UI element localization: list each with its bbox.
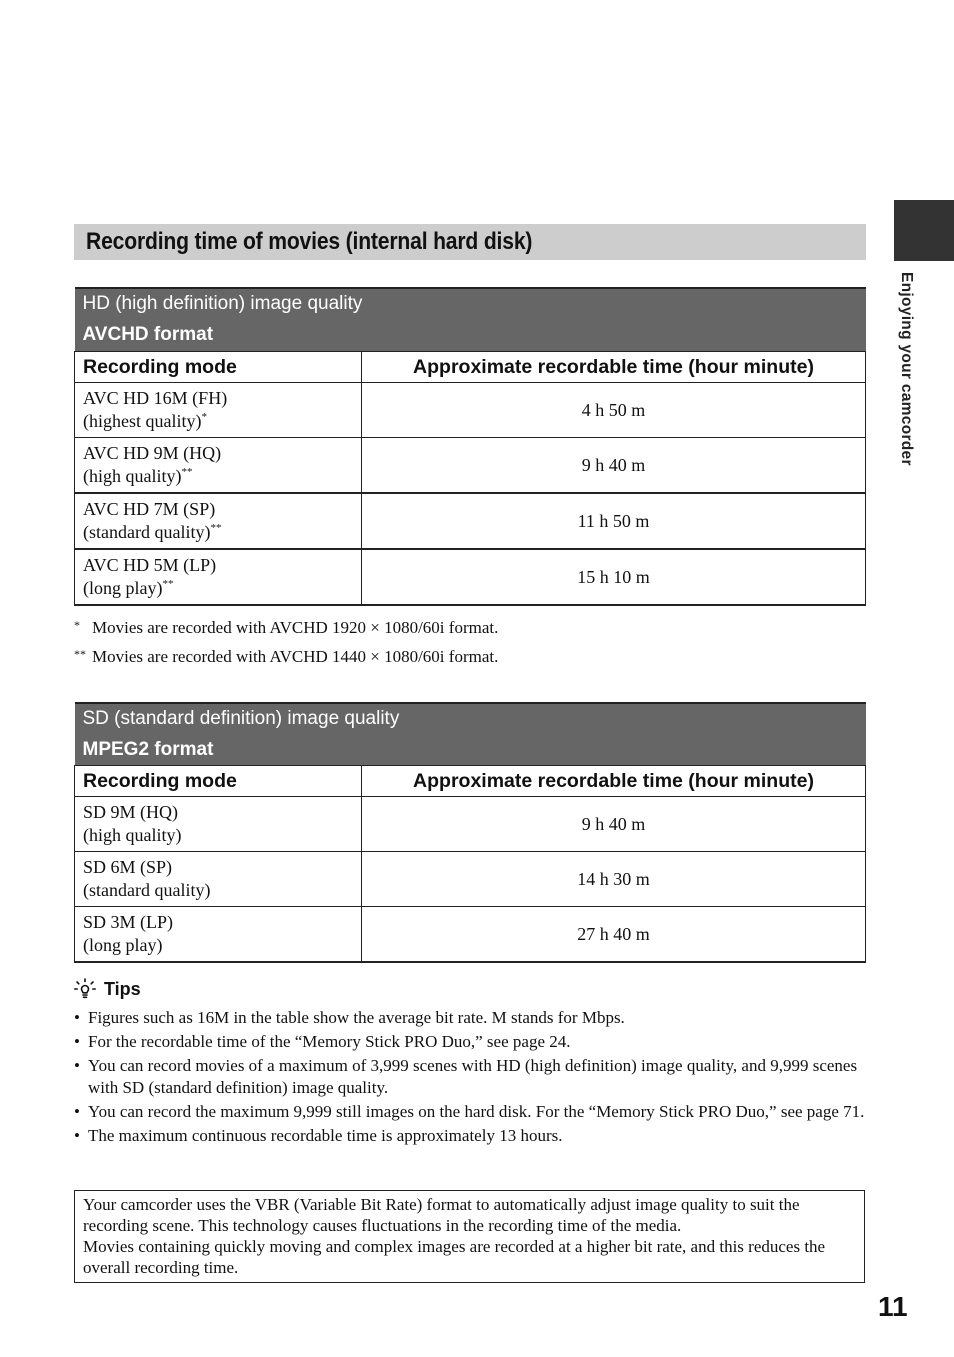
list-item: • You can record the maximum 9,999 still images on the hard disk. For the “Memory Stick PRO Duo,” see page 71.	[74, 1101, 866, 1123]
mode-name: AVC HD 9M (HQ)	[83, 443, 222, 463]
mode-name: SD 3M (LP)	[83, 912, 174, 932]
mode-name: SD 6M (SP)	[83, 857, 173, 877]
sd-table-format: MPEG2 format	[75, 734, 866, 766]
section-title: Recording time of movies (internal hard disk)	[74, 224, 866, 260]
side-tab-marker	[894, 200, 954, 261]
hd-table-heading: HD (high definition) image quality	[75, 288, 866, 319]
footnote: ** Movies are recorded with AVCHD 1440 × 1080/60i format.	[74, 647, 499, 666]
col-header-time: Approximate recordable time (hour minute)	[362, 766, 866, 797]
tips-heading	[74, 978, 141, 1000]
footnote-mark: **	[210, 522, 222, 534]
mode-name: AVC HD 5M (LP)	[83, 555, 217, 575]
vbr-note-box	[74, 1190, 865, 1283]
recordable-time: 27 h 40 m	[362, 907, 866, 963]
tips-title: Tips	[104, 978, 141, 999]
mode-desc: (standard quality)	[83, 522, 211, 542]
hd-recording-time-table	[74, 287, 866, 606]
recordable-time: 9 h 40 m	[362, 438, 866, 494]
mode-name: SD 9M (HQ)	[83, 802, 179, 822]
mode-desc: (long play)	[83, 578, 163, 598]
sd-recording-time-table	[74, 702, 866, 963]
recordable-time: 11 h 50 m	[362, 493, 866, 549]
table-row	[75, 493, 866, 549]
footnote: * Movies are recorded with AVCHD 1920 × 1080/60i format.	[74, 618, 499, 637]
footnote-mark: **	[181, 466, 193, 478]
table-row	[75, 797, 866, 852]
recordable-time: 9 h 40 m	[362, 797, 866, 852]
lightbulb-icon	[74, 978, 96, 1000]
hd-table-format: AVCHD format	[75, 319, 866, 352]
table-row	[75, 438, 866, 494]
col-header-mode: Recording mode	[75, 766, 362, 797]
note-paragraph: Movies containing quickly moving and complex images are recorded at a higher bit rate, and this reduces the overall recording time.	[83, 1237, 826, 1277]
recordable-time: 15 h 10 m	[362, 549, 866, 605]
col-header-mode: Recording mode	[75, 352, 362, 383]
mode-desc: (standard quality)	[83, 880, 211, 900]
sd-table-heading: SD (standard definition) image quality	[75, 703, 866, 734]
note-paragraph: Your camcorder uses the VBR (Variable Bit Rate) format to automatically adjust image quality to suit the recording scene. This technology causes fluctuations in the recording time of the media.	[83, 1195, 800, 1235]
table-row	[75, 907, 866, 963]
list-item: • You can record movies of a maximum of 3,999 scenes with HD (high definition) image quality, and 9,999 scenes with SD (standard definition) image quality.	[74, 1055, 866, 1098]
list-item: • Figures such as 16M in the table show the average bit rate. M stands for Mbps.	[74, 1007, 866, 1029]
side-tab-label: Enjoying your camcorder	[898, 272, 915, 466]
col-header-time: Approximate recordable time (hour minute)	[362, 352, 866, 383]
mode-name: AVC HD 7M (SP)	[83, 499, 216, 519]
table-row	[75, 383, 866, 438]
mode-desc: (high quality)	[83, 825, 182, 845]
table-row	[75, 549, 866, 605]
recordable-time: 14 h 30 m	[362, 852, 866, 907]
mode-desc: (highest quality)	[83, 411, 202, 431]
recordable-time: 4 h 50 m	[362, 383, 866, 438]
footnote-mark: *	[201, 411, 207, 423]
page-number: 11	[878, 1291, 908, 1322]
mode-desc: (high quality)	[83, 466, 182, 486]
mode-name: AVC HD 16M (FH)	[83, 388, 228, 408]
list-item: • The maximum continuous recordable time is approximately 13 hours.	[74, 1125, 866, 1147]
footnotes	[74, 612, 864, 670]
table-row	[75, 852, 866, 907]
mode-desc: (long play)	[83, 935, 163, 955]
list-item: • For the recordable time of the “Memory Stick PRO Duo,” see page 24.	[74, 1031, 866, 1053]
footnote-mark: **	[162, 578, 174, 590]
tips-list	[74, 1007, 866, 1149]
